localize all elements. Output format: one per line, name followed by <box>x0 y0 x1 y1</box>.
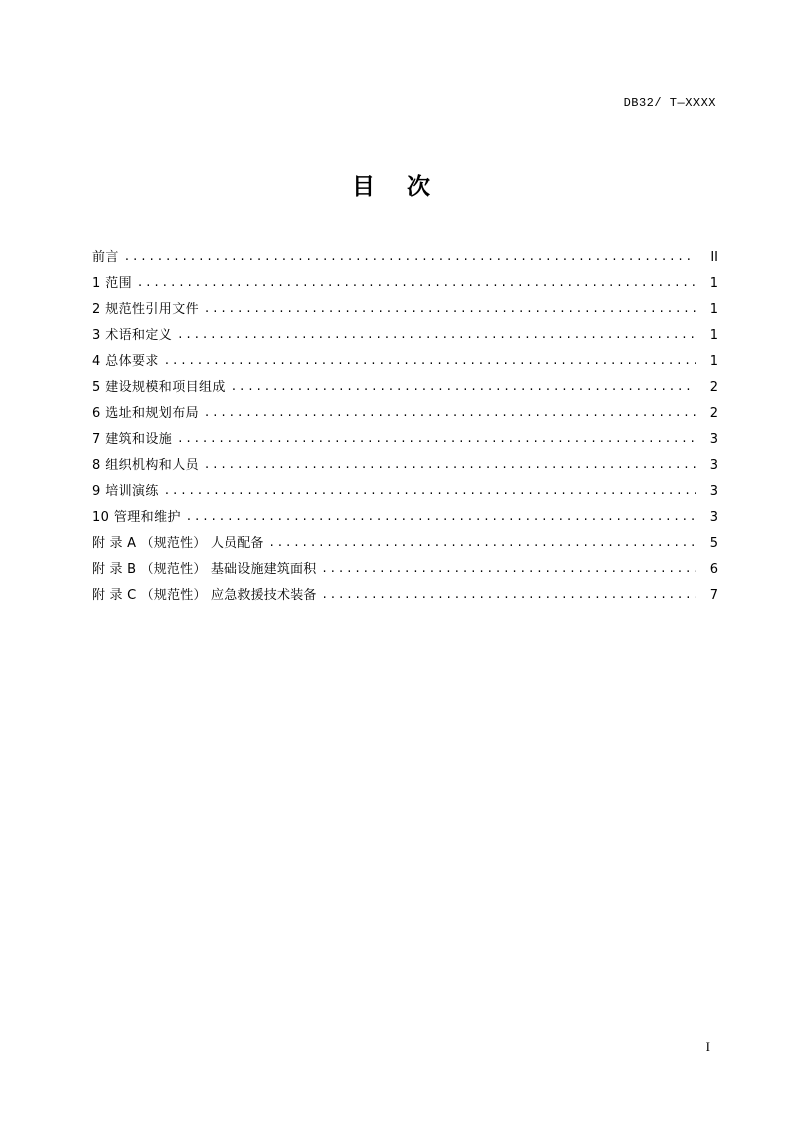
toc-entry-page: 1 <box>709 276 718 291</box>
toc-entry-label: 附 录 A （规范性） 人员配备 <box>92 536 264 551</box>
toc-leader-dots <box>178 431 696 445</box>
toc-entry[interactable] <box>92 238 718 264</box>
toc-leader-dots <box>125 249 696 263</box>
toc-leader-dots <box>205 457 696 471</box>
toc-entry[interactable] <box>92 290 718 316</box>
toc-entry-label: 7 建筑和设施 <box>92 432 173 447</box>
page-number-footer: I <box>705 1039 710 1054</box>
toc-entry-page: 3 <box>709 458 718 473</box>
toc-entry-page: 2 <box>709 406 718 421</box>
toc-leader-dots <box>165 353 696 367</box>
toc-leader-dots <box>270 535 696 549</box>
toc-entry[interactable] <box>92 342 718 368</box>
toc-entry-label: 4 总体要求 <box>92 354 159 369</box>
toc-entry-label: 10 管理和维护 <box>92 510 181 525</box>
toc-entry-page: 5 <box>709 536 718 551</box>
toc-entry-page: II <box>710 250 718 265</box>
toc-entry-label: 9 培训演练 <box>92 484 159 499</box>
toc-entry-page: 1 <box>709 328 718 343</box>
toc-entry[interactable] <box>92 420 718 446</box>
toc-entry[interactable] <box>92 550 718 576</box>
toc-leader-dots <box>322 561 696 575</box>
toc-entry-page: 3 <box>709 510 718 525</box>
toc-leader-dots <box>205 301 696 315</box>
toc-leader-dots <box>323 587 696 601</box>
toc-leader-dots <box>232 379 696 393</box>
toc-entry-page: 7 <box>709 588 718 603</box>
toc-leader-dots <box>178 327 696 341</box>
toc-entry-label: 2 规范性引用文件 <box>92 302 200 317</box>
toc-entry[interactable] <box>92 524 718 550</box>
toc-leader-dots <box>187 509 696 523</box>
table-of-contents <box>92 238 718 602</box>
toc-entry-label: 5 建设规模和项目组成 <box>92 380 226 395</box>
page-title: 目 次 <box>351 174 442 200</box>
toc-entry[interactable] <box>92 472 718 498</box>
toc-entry-label: 附 录 C （规范性） 应急救援技术装备 <box>92 588 317 603</box>
toc-entry-label: 8 组织机构和人员 <box>92 458 200 473</box>
toc-entry-label: 1 范围 <box>92 276 133 291</box>
toc-entry-page: 6 <box>709 562 718 577</box>
toc-entry-page: 2 <box>709 380 718 395</box>
toc-leader-dots <box>205 405 696 419</box>
toc-entry-page: 3 <box>709 484 718 499</box>
standard-code-header: DB32/ T—XXXX <box>623 96 716 110</box>
toc-leader-dots <box>165 483 696 497</box>
toc-entry[interactable] <box>92 394 718 420</box>
toc-entry-label: 3 术语和定义 <box>92 328 173 343</box>
toc-entry-label: 附 录 B （规范性） 基础设施建筑面积 <box>92 562 317 577</box>
toc-entry-page: 3 <box>709 432 718 447</box>
toc-entry[interactable] <box>92 446 718 472</box>
toc-entry-page: 1 <box>709 354 718 369</box>
toc-leader-dots <box>138 275 696 289</box>
toc-entry[interactable] <box>92 498 718 524</box>
toc-entry[interactable] <box>92 576 718 602</box>
toc-entry[interactable] <box>92 316 718 342</box>
toc-entry[interactable] <box>92 368 718 394</box>
toc-entry-label: 6 选址和规划布局 <box>92 406 200 421</box>
toc-entry-label: 前言 <box>92 250 119 265</box>
toc-entry-page: 1 <box>709 302 718 317</box>
toc-entry[interactable] <box>92 264 718 290</box>
